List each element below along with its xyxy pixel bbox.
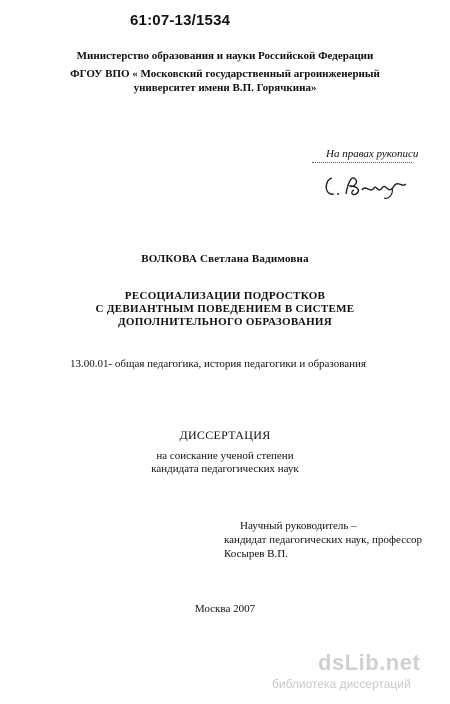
advisor-heading: Научный руководитель – bbox=[240, 520, 357, 532]
degree-line-1: на соискание ученой степени bbox=[156, 450, 294, 462]
document-type: ДИССЕРТАЦИЯ bbox=[179, 428, 271, 442]
watermark-text: библиотека диссертаций bbox=[272, 677, 411, 691]
degree-line-2: кандидата педагогических наук bbox=[151, 463, 299, 475]
institution-line-2: университет имени В.П. Горячкина» bbox=[133, 82, 317, 94]
ministry-name: Министерство образования и науки Российской Федерации bbox=[76, 50, 374, 62]
handwritten-signature bbox=[322, 164, 412, 204]
author-name: ВОЛКОВА Светлана Вадимовна bbox=[141, 253, 309, 265]
archive-code: 61:07-13/1534 bbox=[130, 12, 231, 29]
watermark-logo: dsLib.net bbox=[318, 650, 421, 675]
advisor-title: кандидат педагогических наук, профессор bbox=[224, 534, 422, 546]
thesis-title-line-2: С ДЕВИАНТНЫМ ПОВЕДЕНИЕМ В СИСТЕМЕ bbox=[95, 303, 355, 315]
manuscript-rule bbox=[312, 162, 412, 163]
institution-line-1: ФГОУ ВПО « Московский государственный агроинженерный bbox=[70, 68, 380, 80]
thesis-title-line-3: ДОПОЛНИТЕЛЬНОГО ОБРАЗОВАНИЯ bbox=[117, 316, 333, 328]
thesis-title-line-1: РЕСОЦИАЛИЗАЦИИ ПОДРОСТКОВ bbox=[124, 290, 326, 302]
specialty-code: 13.00.01- общая педагогика, история педагогики и образования bbox=[70, 358, 366, 370]
city-year: Москва 2007 bbox=[194, 603, 256, 615]
advisor-name: Косырев В.П. bbox=[224, 548, 288, 560]
manuscript-note: На правах рукописи bbox=[326, 148, 419, 160]
